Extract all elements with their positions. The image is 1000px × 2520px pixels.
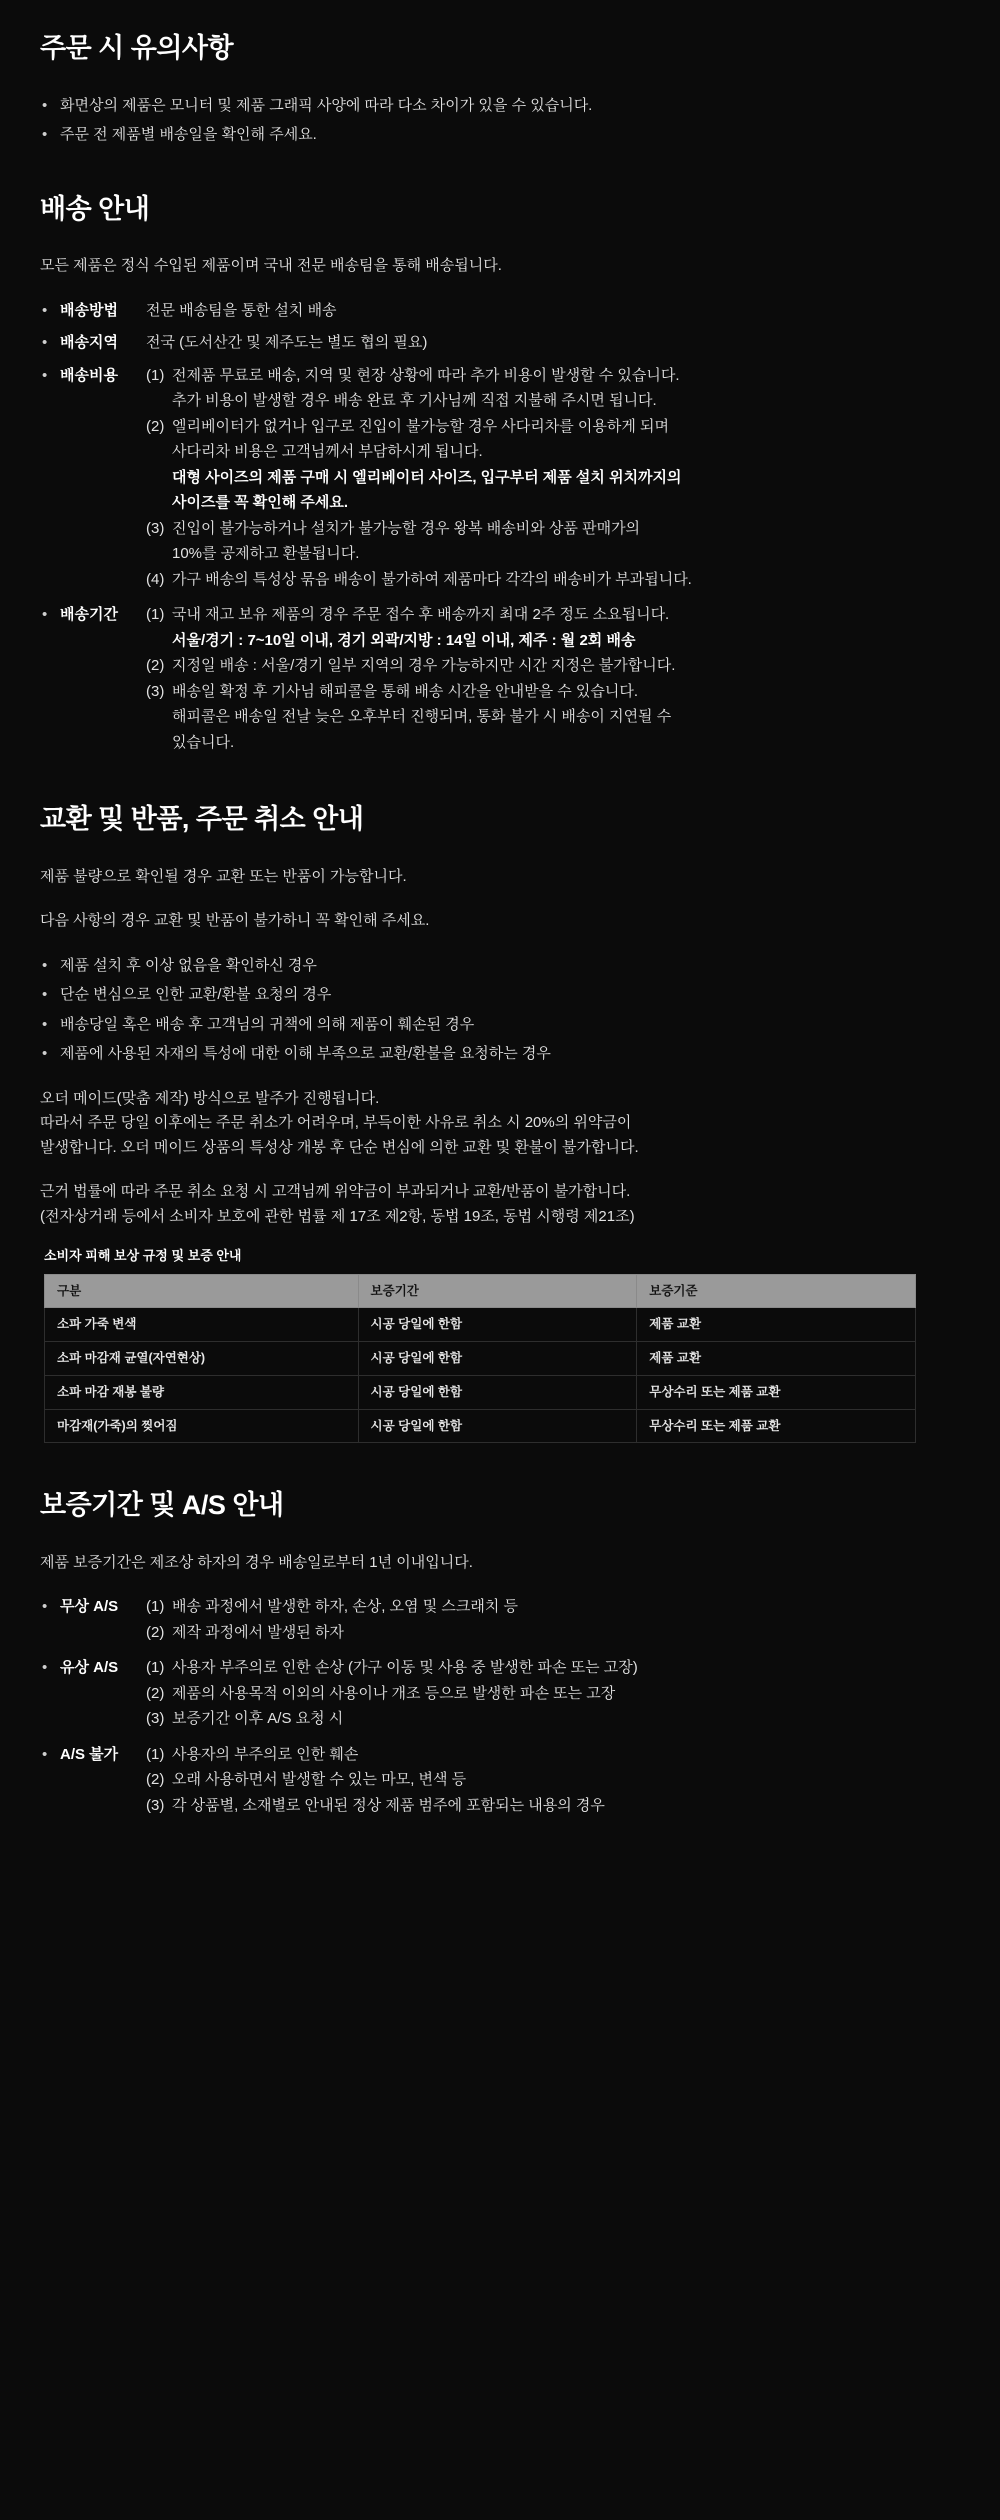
cost-item-2	[146, 416, 960, 439]
list-item: • 화면상의 제품은 모니터 및 제품 그래픽 사양에 따라 다소 차이가 있을 수 있습니다.	[40, 95, 960, 118]
shipping-lead: 모든 제품은 정식 수입된 제품이며 국내 전문 배송팀을 통해 배송됩니다.	[40, 257, 502, 274]
no-as-item-3	[146, 1795, 960, 1818]
free-as-item-1	[146, 1596, 960, 1619]
free-as-item-1-text: 배송 과정에서 발생한 하자, 손상, 오염 및 스크래치 등	[172, 1598, 518, 1616]
table-cell: 소파 가죽 변색	[45, 1308, 359, 1342]
table-cell: 시공 당일에 한함	[358, 1375, 637, 1409]
law-line-2: (전자상거래 등에서 소비자 보호에 관한 법률 제 17조 제2항, 동법 19조, 동법 시행령 제21조)	[40, 1207, 635, 1225]
warranty-no-as-row	[40, 1744, 960, 1821]
free-as-item-2-text: 제작 과정에서 발생된 하자	[172, 1623, 344, 1641]
table-cell: 소파 마감재 균열(자연현상)	[45, 1342, 359, 1376]
warranty-free-as-row	[40, 1596, 960, 1647]
cost-item-1-text: 전제품 무료로 배송, 지역 및 현장 상황에 따라 추가 비용이 발생할 수 있습니다.	[172, 366, 680, 384]
cost-item-1-line-2: 추가 비용이 발생할 경우 배송 완료 후 기사님께 직접 지불해 주시면 됩니다.	[172, 392, 657, 409]
shipping-period-body	[146, 604, 960, 757]
paid-as-item-2-text: 제품의 사용목적 이외의 사용이나 개조 등으로 발생한 파손 또는 고장	[172, 1684, 616, 1702]
table-cell: 무상수리 또는 제품 교환	[637, 1375, 916, 1409]
order-made-line-2: 따라서 주문 당일 이후에는 주문 취소가 어려우며, 부득이한 사유로 취소 시 20%의 위약금이	[40, 1114, 632, 1131]
shipping-area-label: • 배송지역	[60, 334, 118, 351]
warranty-free-as-label: • 무상 A/S	[60, 1598, 119, 1616]
warranty-paid-as-row	[40, 1657, 960, 1734]
table-cell: 제품 교환	[637, 1342, 916, 1376]
period-item-1-text: 국내 재고 보유 제품의 경우 주문 접수 후 배송까지 최대 2주 정도 소요됩니다.	[172, 606, 670, 623]
cost-item-2-line-4: 사이즈를 꼭 확인해 주세요.	[172, 494, 349, 511]
warranty-no-as-label: • A/S 불가	[60, 1745, 119, 1763]
exchange-return-title: 교환 및 반품, 주문 취소 안내	[40, 804, 364, 834]
period-item-1-num: (1)	[146, 606, 165, 623]
shipping-area-row	[40, 332, 960, 355]
cost-item-4	[146, 569, 960, 592]
free-as-item-2-num: (2)	[146, 1623, 165, 1641]
shipping-title: 배송 안내	[40, 193, 150, 224]
paid-as-item-3	[146, 1708, 960, 1731]
warranty-paid-as-body	[146, 1657, 960, 1734]
table-cell: 시공 당일에 한함	[358, 1409, 637, 1443]
period-item-3	[146, 681, 960, 704]
cost-item-3-line-2: 10%를 공제하고 환불됩니다.	[172, 545, 360, 562]
consumer-compensation-table-wrap	[40, 1246, 960, 1443]
shipping-cost-body	[146, 365, 960, 595]
order-notice-section	[40, 28, 960, 147]
free-as-item-2	[146, 1622, 960, 1645]
list-item: • 주문 전 제품별 배송일을 확인해 주세요.	[40, 124, 960, 147]
law-paragraph	[40, 1181, 960, 1228]
exchange-impossible-list	[40, 955, 960, 1066]
warranty-free-as-body	[146, 1596, 960, 1647]
free-as-item-1-num: (1)	[146, 1598, 165, 1616]
period-item-2-num: (2)	[146, 657, 165, 674]
paid-as-item-1-text: 사용자 부주의로 인한 손상 (가구 이동 및 사용 중 발생한 파손 또는 고장)	[172, 1659, 638, 1677]
no-as-item-2-num: (2)	[146, 1771, 165, 1789]
table-cell: 제품 교환	[637, 1308, 916, 1342]
paid-as-item-2-num: (2)	[146, 1684, 165, 1702]
shipping-method-text: 전문 배송팀을 통한 설치 배송	[146, 301, 337, 319]
warranty-paid-as-label: • 유상 A/S	[60, 1659, 119, 1677]
order-notice-list	[40, 95, 960, 147]
table-row	[45, 1342, 916, 1376]
cost-item-2-line-3: 대형 사이즈의 제품 구매 시 엘리베이터 사이즈, 입구부터 제품 설치 위치까지의	[172, 468, 682, 486]
cost-item-1-num: (1)	[146, 366, 165, 384]
cost-item-2-line-2: 사다리차 비용은 고객님께서 부담하시게 됩니다.	[172, 443, 483, 460]
period-item-3-line-3: 있습니다.	[172, 733, 235, 751]
cost-item-2-text: 엘리베이터가 없거나 입구로 진입이 불가능할 경우 사다리차를 이용하게 되며	[172, 417, 670, 435]
table-header-cell: 보증기준	[637, 1274, 916, 1308]
period-item-2-text: 지정일 배송 : 서울/경기 일부 지역의 경우 가능하지만 시간 지정은 불가합니다.	[172, 657, 676, 674]
period-item-3-text: 배송일 확정 후 기사님 해피콜을 통해 배송 시간을 안내받을 수 있습니다.	[172, 682, 639, 700]
shipping-section	[40, 189, 960, 758]
law-line-1: 근거 법률에 따라 주문 취소 요청 시 고객님께 위약금이 부과되거나 교환/반품이 불가합니다.	[40, 1183, 631, 1200]
table-cell: 마감재(가죽)의 찢어짐	[45, 1409, 359, 1443]
shipping-cost-label: • 배송비용	[60, 366, 118, 384]
shipping-method-row	[40, 300, 960, 323]
list-item: • 배송당일 혹은 배송 후 고객님의 귀책에 의해 제품이 훼손된 경우	[40, 1014, 960, 1037]
cost-item-4-text: 가구 배송의 특성상 묶음 배송이 불가하여 제품마다 각각의 배송비가 부과됩니다.	[172, 570, 692, 588]
shipping-method-label: • 배송방법	[60, 301, 118, 319]
no-as-item-2	[146, 1769, 960, 1792]
warranty-as-section	[40, 1485, 960, 1820]
paid-as-item-3-num: (3)	[146, 1710, 165, 1728]
no-as-item-1-text: 사용자의 부주의로 인한 훼손	[172, 1745, 359, 1763]
table-row	[45, 1409, 916, 1443]
no-as-item-2-text: 오래 사용하면서 발생할 수 있는 마모, 변색 등	[172, 1771, 467, 1789]
table-row	[45, 1375, 916, 1409]
table-caption: 소비자 피해 보상 규정 및 보증 안내	[44, 1248, 242, 1263]
cost-item-3-text: 진입이 불가능하거나 설치가 불가능할 경우 왕복 배송비와 상품 판매가의	[172, 519, 641, 537]
shipping-area-text: 전국 (도서산간 및 제주도는 별도 협의 필요)	[146, 334, 428, 351]
warranty-as-title: 보증기간 및 A/S 안내	[40, 1490, 284, 1521]
shipping-period-row	[40, 604, 960, 757]
paid-as-item-1	[146, 1657, 960, 1680]
period-item-2	[146, 655, 960, 678]
table-cell: 시공 당일에 한함	[358, 1342, 637, 1376]
exchange-return-section	[40, 799, 960, 1443]
table-cell: 소파 마감 재봉 불량	[45, 1375, 359, 1409]
table-row	[45, 1308, 916, 1342]
paid-as-item-1-num: (1)	[146, 1659, 165, 1677]
list-item: • 제품에 사용된 자재의 특성에 대한 이해 부족으로 교환/환불을 요청하는 경우	[40, 1043, 960, 1066]
cost-item-1	[146, 365, 960, 388]
period-item-3-num: (3)	[146, 682, 165, 700]
period-item-1-line-2: 서울/경기 : 7~10일 이내, 경기 외곽/지방 : 14일 이내, 제주 : 월 2회 배송	[172, 631, 636, 649]
cost-item-4-num: (4)	[146, 570, 165, 588]
exchange-lead-2: 다음 사항의 경우 교환 및 반품이 불가하니 꼭 확인해 주세요.	[40, 912, 430, 929]
cost-item-3-num: (3)	[146, 519, 165, 537]
order-notice-title: 주문 시 유의사항	[40, 33, 234, 63]
period-item-3-line-2: 해피콜은 배송일 전날 늦은 오후부터 진행되며, 통화 불가 시 배송이 지연될 수	[172, 708, 672, 725]
table-cell: 무상수리 또는 제품 교환	[637, 1409, 916, 1443]
paid-as-item-2	[146, 1683, 960, 1706]
order-made-paragraph	[40, 1088, 960, 1160]
table-header-cell: 구분	[45, 1274, 359, 1308]
table-header-cell: 보증기간	[358, 1274, 637, 1308]
no-as-item-1	[146, 1744, 960, 1767]
exchange-lead-1: 제품 불량으로 확인될 경우 교환 또는 반품이 가능합니다.	[40, 867, 407, 885]
cost-item-3	[146, 518, 960, 541]
warranty-lead: 제품 보증기간은 제조상 하자의 경우 배송일로부터 1년 이내입니다.	[40, 1553, 473, 1571]
list-item: • 제품 설치 후 이상 없음을 확인하신 경우	[40, 955, 960, 978]
no-as-item-3-num: (3)	[146, 1796, 165, 1814]
list-item: • 단순 변심으로 인한 교환/환불 요청의 경우	[40, 984, 960, 1007]
warranty-no-as-body	[146, 1744, 960, 1821]
no-as-item-1-num: (1)	[146, 1745, 165, 1763]
shipping-period-label: • 배송기간	[60, 606, 118, 623]
shipping-cost-row	[40, 365, 960, 595]
table-header-row	[45, 1274, 916, 1308]
order-made-line-1: 오더 메이드(맞춤 제작) 방식으로 발주가 진행됩니다.	[40, 1089, 380, 1107]
cost-item-2-num: (2)	[146, 417, 165, 435]
period-item-1	[146, 604, 960, 627]
paid-as-item-3-text: 보증기간 이후 A/S 요청 시	[172, 1710, 344, 1728]
no-as-item-3-text: 각 상품별, 소재별로 안내된 정상 제품 범주에 포함되는 내용의 경우	[172, 1796, 605, 1814]
consumer-compensation-table	[44, 1274, 916, 1444]
table-cell: 시공 당일에 한함	[358, 1308, 637, 1342]
order-made-line-3: 발생합니다. 오더 메이드 상품의 특성상 개봉 후 단순 변심에 의한 교환 및 환불이 불가합니다.	[40, 1138, 639, 1156]
